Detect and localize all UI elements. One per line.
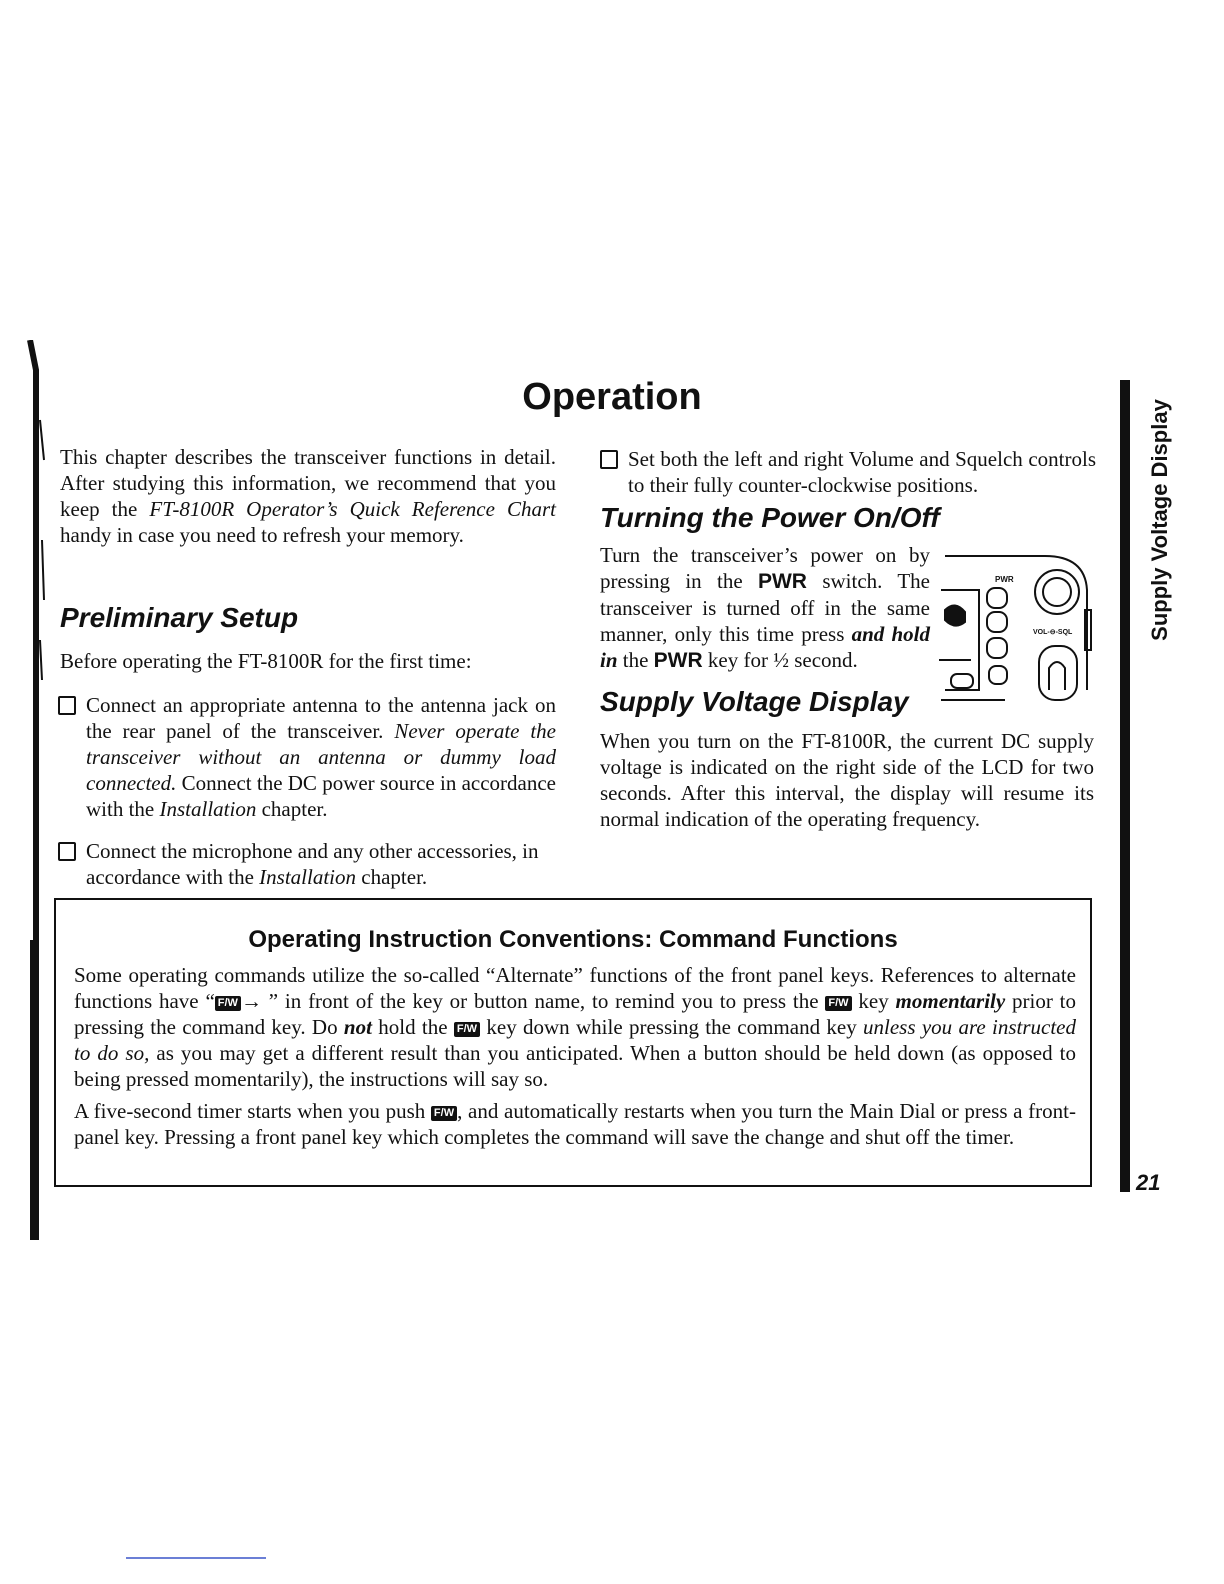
hold-in-emphasis: and hold in bbox=[600, 622, 930, 672]
binding-edge-decoration bbox=[26, 340, 56, 1240]
note-p1-text-b: ” in front of the key or button name, to remind you to press the bbox=[268, 989, 826, 1013]
note-p1-text-g: as you may get a different result than you anticipated. When a button should be held down (as opposed to being pressed momentarily), the instructions will say so. bbox=[74, 1041, 1076, 1091]
unless-instructed-emphasis: unless you are instructed to do so, bbox=[74, 1015, 1077, 1065]
fw-key-icon: F/W bbox=[825, 996, 851, 1011]
bullet2-text-b: chapter. bbox=[356, 865, 428, 889]
note-p1-text-f: key down while pressing the command key bbox=[480, 1015, 864, 1039]
bullet3-text: Set both the left and right Volume and Squelch controls to their fully counter-clockwise positions. bbox=[628, 447, 1096, 497]
preliminary-intro: Before operating the FT-8100R for the first time: bbox=[60, 649, 472, 673]
pwr-panel-label: PWR bbox=[995, 575, 1014, 584]
supply-voltage-paragraph: When you turn on the FT-8100R, the current DC supply voltage is indicated on the right side of the LCD for two seconds. After this interval, the display will resume its normal indication of the operating frequency. bbox=[600, 729, 1094, 831]
installation-ref: Installation bbox=[259, 865, 357, 889]
momentarily-emphasis: momentarily bbox=[895, 989, 1006, 1013]
note-p1-text-e: hold the bbox=[371, 1015, 454, 1039]
not-emphasis: not bbox=[343, 1015, 372, 1039]
note-paragraph-2 bbox=[74, 1098, 1076, 1150]
note-p1-text-d: prior to pressing the command key. Do bbox=[74, 989, 1077, 1039]
bottom-rule-line bbox=[126, 1557, 266, 1559]
quick-reference-chart-ref: FT-8100R Operator’s Quick Reference Chart bbox=[149, 497, 556, 521]
side-tab-bar bbox=[1120, 380, 1130, 1192]
checkbox-icon bbox=[58, 842, 76, 861]
checkbox-icon bbox=[58, 696, 76, 715]
power-text-a: Turn the transceiver’s power on by pressing in the bbox=[600, 543, 930, 593]
power-text-b: switch. The transceiver is turned off in the same manner, only this time press bbox=[600, 569, 930, 646]
page-number: 21 bbox=[1136, 1170, 1161, 1195]
arrow-symbol: → bbox=[240, 989, 269, 1013]
power-text-d: key for ½ second. bbox=[702, 648, 858, 672]
turning-power-heading: Turning the Power On/Off bbox=[600, 502, 940, 533]
bullet1-text-c: chapter. bbox=[256, 797, 328, 821]
intro-paragraph bbox=[60, 444, 556, 548]
intro-text-start: This chapter describes the transceiver functions in detail. After studying this information, we recommend that you keep the bbox=[60, 445, 556, 521]
bullet-set-volume-squelch bbox=[600, 446, 1096, 498]
note-p2-text-a: A five-second timer starts when you push bbox=[74, 1099, 431, 1123]
page-title: Operation bbox=[522, 376, 702, 418]
note-p1-text-c: key bbox=[851, 989, 896, 1013]
power-paragraph bbox=[600, 542, 930, 674]
power-text-c: the bbox=[617, 648, 654, 672]
installation-ref: Installation bbox=[159, 797, 257, 821]
bullet2-text-a: Connect the microphone and any other accessories, in accordance with the bbox=[86, 839, 539, 889]
side-tab-label: Supply Voltage Display bbox=[1147, 399, 1172, 641]
note-p1-text-a: Some operating commands utilize the so-called “Alternate” functions of the front panel keys. References to alternate functions have “ bbox=[74, 963, 1076, 1013]
supply-voltage-heading: Supply Voltage Display bbox=[600, 686, 909, 717]
fw-key-icon: F/W bbox=[431, 1106, 457, 1121]
pwr-key-label: PWR bbox=[757, 570, 807, 593]
vol-sql-panel-label: VOL-⊖-SQL bbox=[1033, 629, 1073, 636]
note-p2-text-b: , and automatically restarts when you turn the Main Dial or press a front-panel key. Pressing a front panel key which completes the command will save the change and shut off the timer. bbox=[74, 1099, 1076, 1149]
note-paragraph-1 bbox=[74, 962, 1076, 1092]
fw-key-icon: F/W bbox=[215, 996, 241, 1011]
antenna-warning: Never operate the transceiver without an antenna or dummy load connected. bbox=[86, 719, 556, 795]
note-title: Operating Instruction Conventions: Command Functions bbox=[248, 926, 898, 953]
pwr-key-label: PWR bbox=[653, 649, 703, 672]
front-panel-illustration bbox=[935, 550, 1095, 710]
bullet1-text-a: Connect an appropriate antenna to the antenna jack on the rear panel of the transceiver. bbox=[86, 693, 556, 743]
intro-text-end: handy in case you need to refresh your memory. bbox=[60, 523, 464, 547]
bullet1-text-b: Connect the DC power source in accordance with the bbox=[86, 771, 556, 821]
fw-key-icon: F/W bbox=[454, 1022, 480, 1037]
bullet-connect-antenna bbox=[58, 692, 556, 822]
checkbox-icon bbox=[600, 450, 618, 469]
bullet-connect-microphone bbox=[58, 838, 556, 890]
preliminary-setup-heading: Preliminary Setup bbox=[60, 602, 299, 633]
command-functions-note-box bbox=[54, 898, 1092, 1187]
